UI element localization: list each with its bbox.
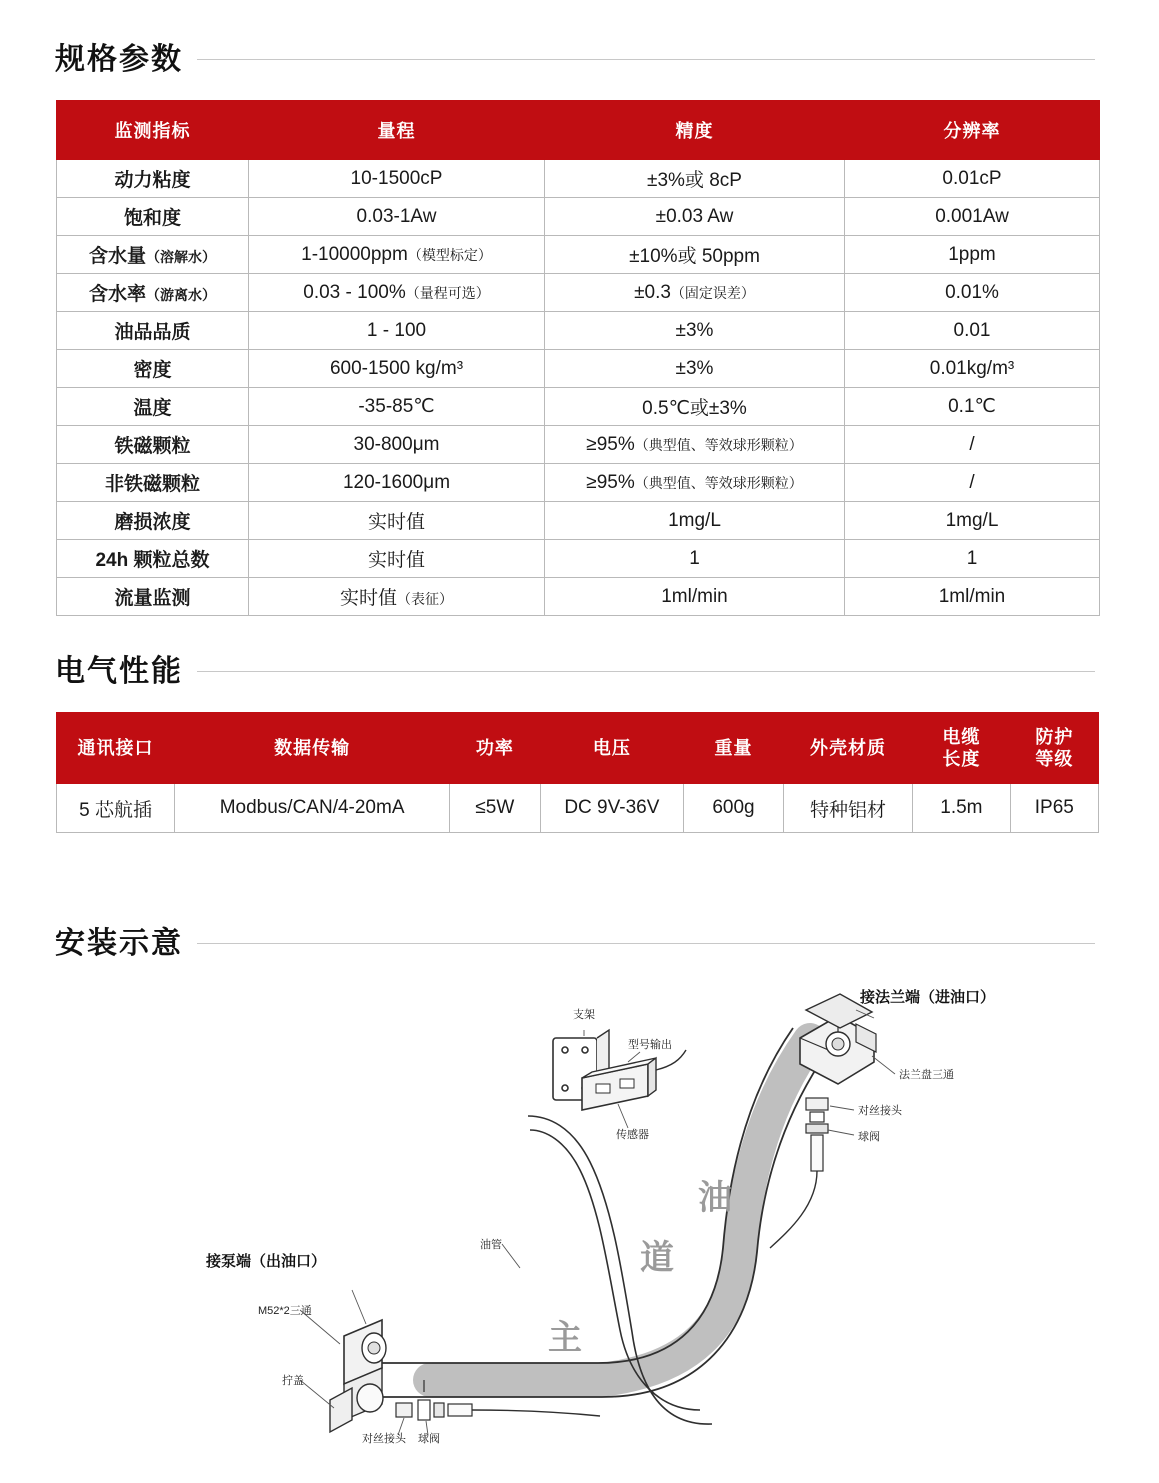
cell-range: 实时值	[249, 502, 545, 540]
spec-heading-rule	[197, 59, 1095, 60]
cell-indicator: 动力粘度	[57, 160, 249, 198]
table-row	[57, 578, 1100, 616]
table-row	[57, 198, 1100, 236]
cell-indicator: 铁磁颗粒	[57, 426, 249, 464]
cell-resolution: /	[845, 426, 1100, 464]
table-row	[57, 312, 1100, 350]
label-sensor: 传感器	[616, 1129, 649, 1141]
label-ball-valve-top: 球阀	[858, 1131, 880, 1143]
cell-indicator: 含水率（游离水）	[57, 274, 249, 312]
cell-shell-material: 特种铝材	[783, 784, 912, 833]
spacer	[0, 78, 1159, 100]
elec-col-weight: 重量	[684, 713, 784, 784]
cell-accuracy: 1ml/min	[545, 578, 845, 616]
cell-indicator: 非铁磁颗粒	[57, 464, 249, 502]
table-row	[57, 236, 1100, 274]
cell-accuracy: ≥95%（典型值、等效球形颗粒）	[545, 464, 845, 502]
label-pump-port: 接泵端（出油口）	[206, 1253, 327, 1270]
cell-voltage: DC 9V-36V	[540, 784, 684, 833]
spacer	[0, 873, 1159, 918]
cell-resolution: 0.01kg/m³	[845, 350, 1100, 388]
cell-resolution: /	[845, 464, 1100, 502]
cell-range: 30-800μm	[249, 426, 545, 464]
cell-indicator: 密度	[57, 350, 249, 388]
label-screw-joint-bottom: 对丝接头	[362, 1433, 406, 1445]
elec-col-interface: 通讯接口	[57, 713, 175, 784]
install-section-heading	[55, 918, 1095, 962]
table-row	[57, 388, 1100, 426]
elec-col-protection-grade: 防护 等级	[1010, 713, 1098, 784]
electrical-section-title: 电气性能	[55, 655, 183, 688]
elec-col-voltage: 电压	[540, 713, 684, 784]
electrical-performance-table	[56, 712, 1099, 833]
specifications-table	[56, 100, 1100, 616]
install-section-title: 安装示意	[55, 927, 183, 960]
cell-range: 1-10000ppm（模型标定）	[249, 236, 545, 274]
cell-accuracy: 1	[545, 540, 845, 578]
spec-col-indicator: 监测指标	[57, 101, 249, 160]
spec-col-range: 量程	[249, 101, 545, 160]
spacer	[0, 833, 1159, 873]
electrical-heading-rule	[197, 671, 1095, 672]
table-row	[57, 502, 1100, 540]
cell-range: -35-85℃	[249, 388, 545, 426]
table-row	[57, 350, 1100, 388]
cell-accuracy: 0.5℃或±3%	[545, 388, 845, 426]
cell-resolution: 1ppm	[845, 236, 1100, 274]
cell-accuracy: ±10%或 50ppm	[545, 236, 845, 274]
elec-col-shell-material: 外壳材质	[783, 713, 912, 784]
cell-cable-length: 1.5m	[913, 784, 1011, 833]
cell-accuracy: ±3%	[545, 350, 845, 388]
cell-accuracy: ±3%	[545, 312, 845, 350]
label-flange-tee: 法兰盘三通	[899, 1069, 954, 1081]
cell-power: ≤5W	[450, 784, 540, 833]
cell-weight: 600g	[684, 784, 784, 833]
cell-accuracy: ±0.3（固定误差）	[545, 274, 845, 312]
table-header-row	[57, 101, 1100, 160]
elec-col-cable-length: 电缆 长度	[913, 713, 1011, 784]
table-row	[57, 784, 1099, 833]
spec-col-accuracy: 精度	[545, 101, 845, 160]
cell-range: 实时值（表征）	[249, 578, 545, 616]
spec-section-heading	[55, 34, 1095, 78]
spacer	[0, 690, 1159, 712]
watermark-oil: 油	[698, 1178, 732, 1218]
cell-accuracy: 1mg/L	[545, 502, 845, 540]
cell-range: 0.03-1Aw	[249, 198, 545, 236]
cell-indicator: 流量监测	[57, 578, 249, 616]
table-header-row	[57, 713, 1099, 784]
elec-col-power: 功率	[450, 713, 540, 784]
electrical-section-heading	[55, 646, 1095, 690]
install-heading-rule	[197, 943, 1095, 944]
cell-range: 实时值	[249, 540, 545, 578]
cell-data-transfer: Modbus/CAN/4-20mA	[175, 784, 450, 833]
label-flange-port: 接法兰端（进油口）	[860, 989, 996, 1006]
cell-accuracy: ±0.03 Aw	[545, 198, 845, 236]
cell-resolution: 0.01%	[845, 274, 1100, 312]
installation-drawing	[0, 980, 1159, 1460]
label-m52-tee: M52*2三通	[258, 1305, 312, 1317]
label-oil-pipe: 油管	[480, 1239, 502, 1251]
cell-accuracy: ±3%或 8cP	[545, 160, 845, 198]
table-row	[57, 160, 1100, 198]
spec-col-resolution: 分辨率	[845, 101, 1100, 160]
cell-resolution: 1mg/L	[845, 502, 1100, 540]
label-ball-valve-bottom: 球阀	[418, 1433, 440, 1445]
cell-resolution: 0.1℃	[845, 388, 1100, 426]
cell-indicator: 24h 颗粒总数	[57, 540, 249, 578]
cell-range: 10-1500cP	[249, 160, 545, 198]
cell-interface: 5 芯航插	[57, 784, 175, 833]
elec-col-data-transfer: 数据传输	[175, 713, 450, 784]
table-row	[57, 274, 1100, 312]
label-cap: 拧盖	[282, 1375, 304, 1387]
cell-range: 120-1600μm	[249, 464, 545, 502]
cell-protection-grade: IP65	[1010, 784, 1098, 833]
cell-indicator: 温度	[57, 388, 249, 426]
cell-resolution: 1ml/min	[845, 578, 1100, 616]
cell-range: 600-1500 kg/m³	[249, 350, 545, 388]
spec-section-title: 规格参数	[55, 43, 183, 76]
table-row	[57, 540, 1100, 578]
cell-indicator: 油品品质	[57, 312, 249, 350]
watermark-main: 主	[548, 1318, 582, 1358]
label-screw-joint-top: 对丝接头	[858, 1105, 902, 1117]
label-signal-output: 型号输出	[628, 1039, 672, 1051]
cell-range: 1 - 100	[249, 312, 545, 350]
watermark-channel: 道	[640, 1238, 674, 1278]
table-row	[57, 426, 1100, 464]
cell-resolution: 1	[845, 540, 1100, 578]
cell-resolution: 0.01	[845, 312, 1100, 350]
cell-indicator: 含水量（溶解水）	[57, 236, 249, 274]
installation-diagram	[0, 980, 1159, 1460]
top-spacer	[0, 0, 1159, 34]
label-bracket: 支架	[573, 1009, 595, 1021]
table-row	[57, 464, 1100, 502]
cell-indicator: 饱和度	[57, 198, 249, 236]
cell-indicator: 磨损浓度	[57, 502, 249, 540]
cell-accuracy: ≥95%（典型值、等效球形颗粒）	[545, 426, 845, 464]
cell-resolution: 0.001Aw	[845, 198, 1100, 236]
cell-resolution: 0.01cP	[845, 160, 1100, 198]
spacer	[0, 616, 1159, 646]
cell-range: 0.03 - 100%（量程可选）	[249, 274, 545, 312]
